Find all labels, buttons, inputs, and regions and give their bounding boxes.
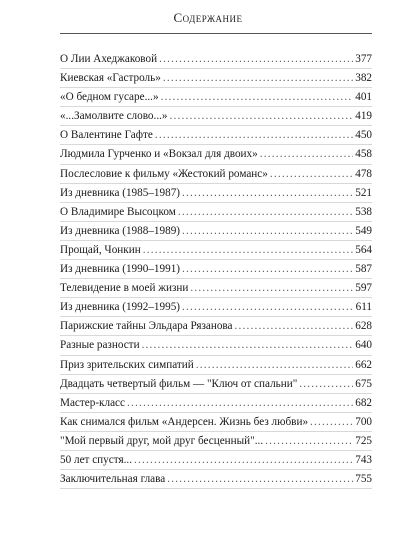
toc-entry-title: О Лии Ахеджаковой [60,53,158,65]
toc-entry-title: "Мой первый друг, мой друг бесценный"... [60,434,264,447]
dot-leader [196,356,353,375]
toc-entry [60,50,372,69]
toc-entry-page: 640 [355,339,372,352]
toc-entry-page: 725 [355,434,372,447]
toc-entry-page: 401 [355,91,372,104]
dot-leader [170,107,354,126]
toc-entry-title: Разные разности [60,339,140,352]
dot-leader [178,203,353,222]
toc-entry-title: 50 лет спустя... [60,453,133,466]
toc-entry [60,165,372,184]
toc-entry-page: 628 [355,320,372,333]
toc-entry [60,184,372,203]
toc-entry-title: Из дневника (1988–1989) [60,224,181,237]
toc-entry-page: 743 [355,453,372,466]
toc-entry [60,451,372,470]
toc-entry [60,470,372,489]
toc-entry [60,413,372,432]
toc-entry-title: Прощай, Чонкин [60,243,141,256]
toc-entry [60,298,372,317]
toc-entry-title: Из дневника (1985–1987) [60,186,181,199]
toc-entry-page: 458 [355,148,372,161]
table-of-contents [60,50,372,489]
toc-entry-page: 377 [355,53,372,65]
toc-entry-title: Как снимался фильм «Андерсен. Жизнь без любви» [60,415,309,428]
toc-entry-page: 675 [355,377,372,390]
toc-entry [60,145,372,164]
dot-leader [310,413,353,432]
toc-entry [60,241,372,260]
toc-entry-title: Двадцать четвертый фильм — "Ключ от спальни" [60,377,298,390]
toc-entry [60,279,372,298]
toc-entry-title: Мастер-класс [60,396,125,409]
toc-entry [60,260,372,279]
dot-leader [299,375,353,394]
toc-entry [60,203,372,222]
toc-entry-title: Из дневника (1992–1995) [60,301,181,314]
toc-entry [60,107,372,126]
toc-entry-title: «О бедном гусаре...» [60,91,159,104]
toc-entry [60,432,372,451]
toc-entry [60,222,372,241]
dot-leader [155,126,353,145]
dot-leader [260,145,353,164]
toc-entry-page: 587 [355,263,372,276]
toc-entry-title: Заключительная глава [60,473,166,486]
dot-leader [265,432,353,451]
dot-leader [235,317,354,336]
toc-entry-title: О Валентине Гафте [60,129,153,142]
toc-entry-page: 662 [355,358,372,371]
toc-entry-page: 755 [355,473,372,486]
toc-entry [60,317,372,336]
toc-entry-page: 382 [355,72,372,85]
toc-entry-title: Из дневника (1990–1991) [60,263,181,276]
toc-entry [60,356,372,375]
toc-entry-page: 597 [355,282,372,295]
toc-entry-page: 611 [355,301,372,314]
toc-entry-page: 478 [355,167,372,180]
toc-entry [60,126,372,145]
toc-entry [60,375,372,394]
toc-entry-title: Киевская «Гастроль» [60,72,161,85]
toc-entry-page: 564 [355,243,372,256]
toc-entry-page: 682 [355,396,372,409]
toc-entry-title: Парижские тайны Эльдара Рязанова [60,320,233,333]
toc-entry-page: 549 [355,224,372,237]
dot-leader [159,50,353,69]
toc-entry [60,394,372,413]
dot-leader [127,394,353,413]
dot-leader [161,88,354,107]
dot-leader [270,165,353,184]
toc-entry-title: Телевидение в моей жизни [60,282,189,295]
toc-entry-page: 700 [355,415,372,428]
dot-leader [182,222,353,241]
dot-leader [190,279,353,298]
dot-leader [167,470,353,489]
toc-entry-title: О Владимире Высоцком [60,205,176,218]
dot-leader [163,69,353,88]
toc-entry [60,336,372,355]
dot-leader [143,241,354,260]
toc-entry-title: Людмила Гурченко и «Вокзал для двоих» [60,148,258,161]
toc-entry-page: 450 [355,129,372,142]
toc-entry-page: 419 [355,110,372,123]
toc-entry-title: Приз зрительских симпатий [60,358,194,371]
toc-entry-title: «...Замолвите слово...» [60,110,168,123]
header-divider [60,33,372,34]
dot-leader [142,336,354,355]
toc-entry [60,69,372,88]
toc-entry [60,88,372,107]
dot-leader [182,184,353,203]
toc-entry-page: 538 [355,205,372,218]
toc-entry-title: Послесловие к фильму «Жестокий романс» [60,167,268,180]
dot-leader [182,260,353,279]
page-title: Содержание [173,10,243,25]
dot-leader [134,451,353,470]
dot-leader [182,298,354,317]
toc-entry-page: 521 [355,186,372,199]
